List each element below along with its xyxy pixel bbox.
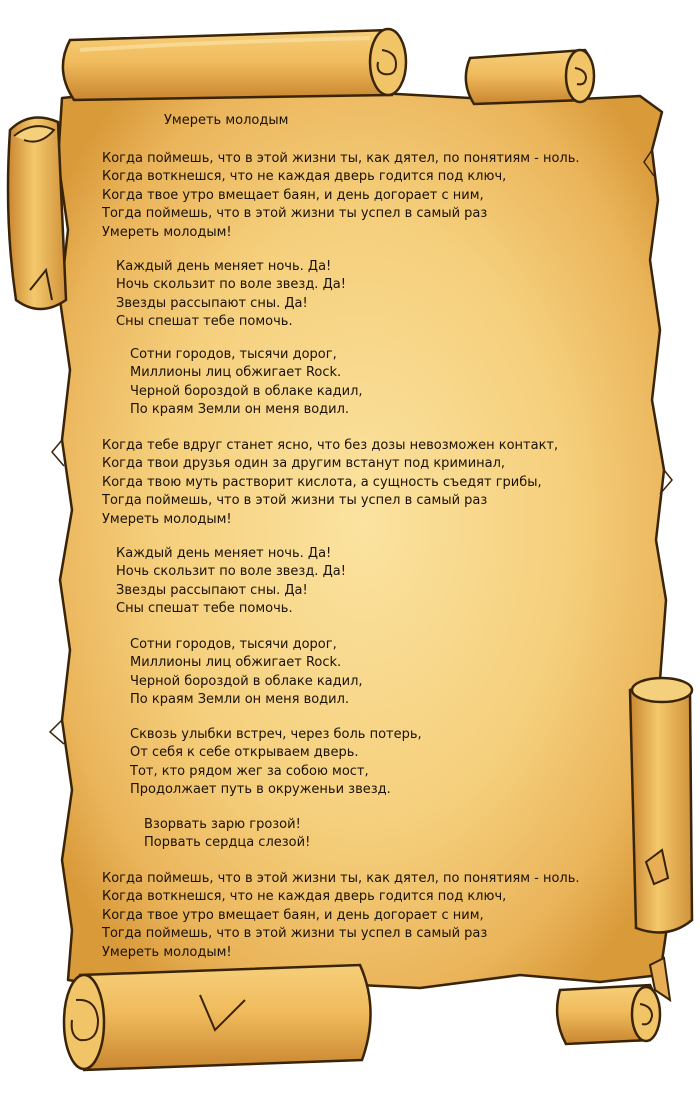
poem-line: Миллионы лиц обжигает Rock. xyxy=(130,365,342,381)
poem-line: Когда твою муть растворит кислота, а сущность съедят грибы, xyxy=(102,474,542,490)
bridge-2 xyxy=(130,636,363,710)
poem-line: Сквозь улыбки встреч, через боль потерь, xyxy=(130,727,422,742)
poem-line: Черной бороздой в облаке кадил, xyxy=(130,383,363,399)
poem-line: Ночь скользит по воле звезд. Да! xyxy=(116,277,346,293)
bridge-3 xyxy=(130,726,422,800)
poem-line: По краям Земли он меня водил. xyxy=(130,692,350,708)
poem-line: Порвать сердца слезой! xyxy=(144,835,311,851)
poem-line: Сны спешат тебе помочь. xyxy=(116,314,293,330)
poem-line: Умереть молодым! xyxy=(102,944,232,960)
poem-line: Тогда поймешь, что в этой жизни ты успел в самый раз xyxy=(102,206,488,222)
poem-line: Когда воткнешся, что не каждая дверь годится под ключ, xyxy=(102,889,507,905)
poem-line: Сотни городов, тысячи дорог, xyxy=(130,347,337,362)
poem-line: Звезды рассыпают сны. Да! xyxy=(116,582,308,598)
poem-line: Когда тебе вдруг станет ясно, что без дозы невозможен контакт, xyxy=(102,438,559,453)
chorus-1 xyxy=(116,258,346,332)
poem-line: Сотни городов, тысячи дорог, xyxy=(130,637,337,652)
poem-line: Каждый день меняет ночь. Да! xyxy=(116,259,332,274)
poem-line: Когда твои друзья один за другим встанут под криминал, xyxy=(102,456,506,472)
poem-line: Каждый день меняет ночь. Да! xyxy=(116,546,332,561)
poem-line: Когда поймешь, что в этой жизни ты, как дятел, по понятиям - ноль. xyxy=(102,151,580,166)
verse-3 xyxy=(102,870,580,962)
bridge-1 xyxy=(130,346,363,420)
poem-line: Сны спешат тебе помочь. xyxy=(116,601,293,617)
poem-line: Тогда поймешь, что в этой жизни ты успел в самый раз xyxy=(102,926,488,942)
poem-line: Продолжает путь в окруженьи звезд. xyxy=(130,782,391,798)
chorus-2 xyxy=(116,545,346,619)
poem-line: Взорвать зарю грозой! xyxy=(144,817,301,832)
poem-line: Умереть молодым! xyxy=(102,224,232,240)
poem-line: Когда твое утро вмещает баян, и день догорает с ним, xyxy=(102,187,484,203)
refrain xyxy=(144,816,310,853)
poem-line: По краям Земли он меня водил. xyxy=(130,402,350,418)
poem-title: Умереть молодым xyxy=(164,113,289,128)
poem-line: Умереть молодым! xyxy=(102,511,232,527)
poem-line: Когда поймешь, что в этой жизни ты, как дятел, по понятиям - ноль. xyxy=(102,871,580,886)
poem-line: Тот, кто рядом жег за собою мост, xyxy=(130,763,369,779)
verse-2 xyxy=(102,437,558,529)
poem-line: Когда воткнешся, что не каждая дверь годится под ключ, xyxy=(102,169,507,185)
poem-line: Миллионы лиц обжигает Rock. xyxy=(130,655,342,671)
poem-line: От себя к себе открываем дверь. xyxy=(130,745,359,761)
poem-line: Звезды рассыпают сны. Да! xyxy=(116,295,308,311)
poem-line: Тогда поймешь, что в этой жизни ты успел в самый раз xyxy=(102,493,488,509)
poem-line: Черной бороздой в облаке кадил, xyxy=(130,673,363,689)
poem-line: Когда твое утро вмещает баян, и день догорает с ним, xyxy=(102,907,484,923)
poem-line: Ночь скользит по воле звезд. Да! xyxy=(116,564,346,580)
verse-1 xyxy=(102,150,580,242)
